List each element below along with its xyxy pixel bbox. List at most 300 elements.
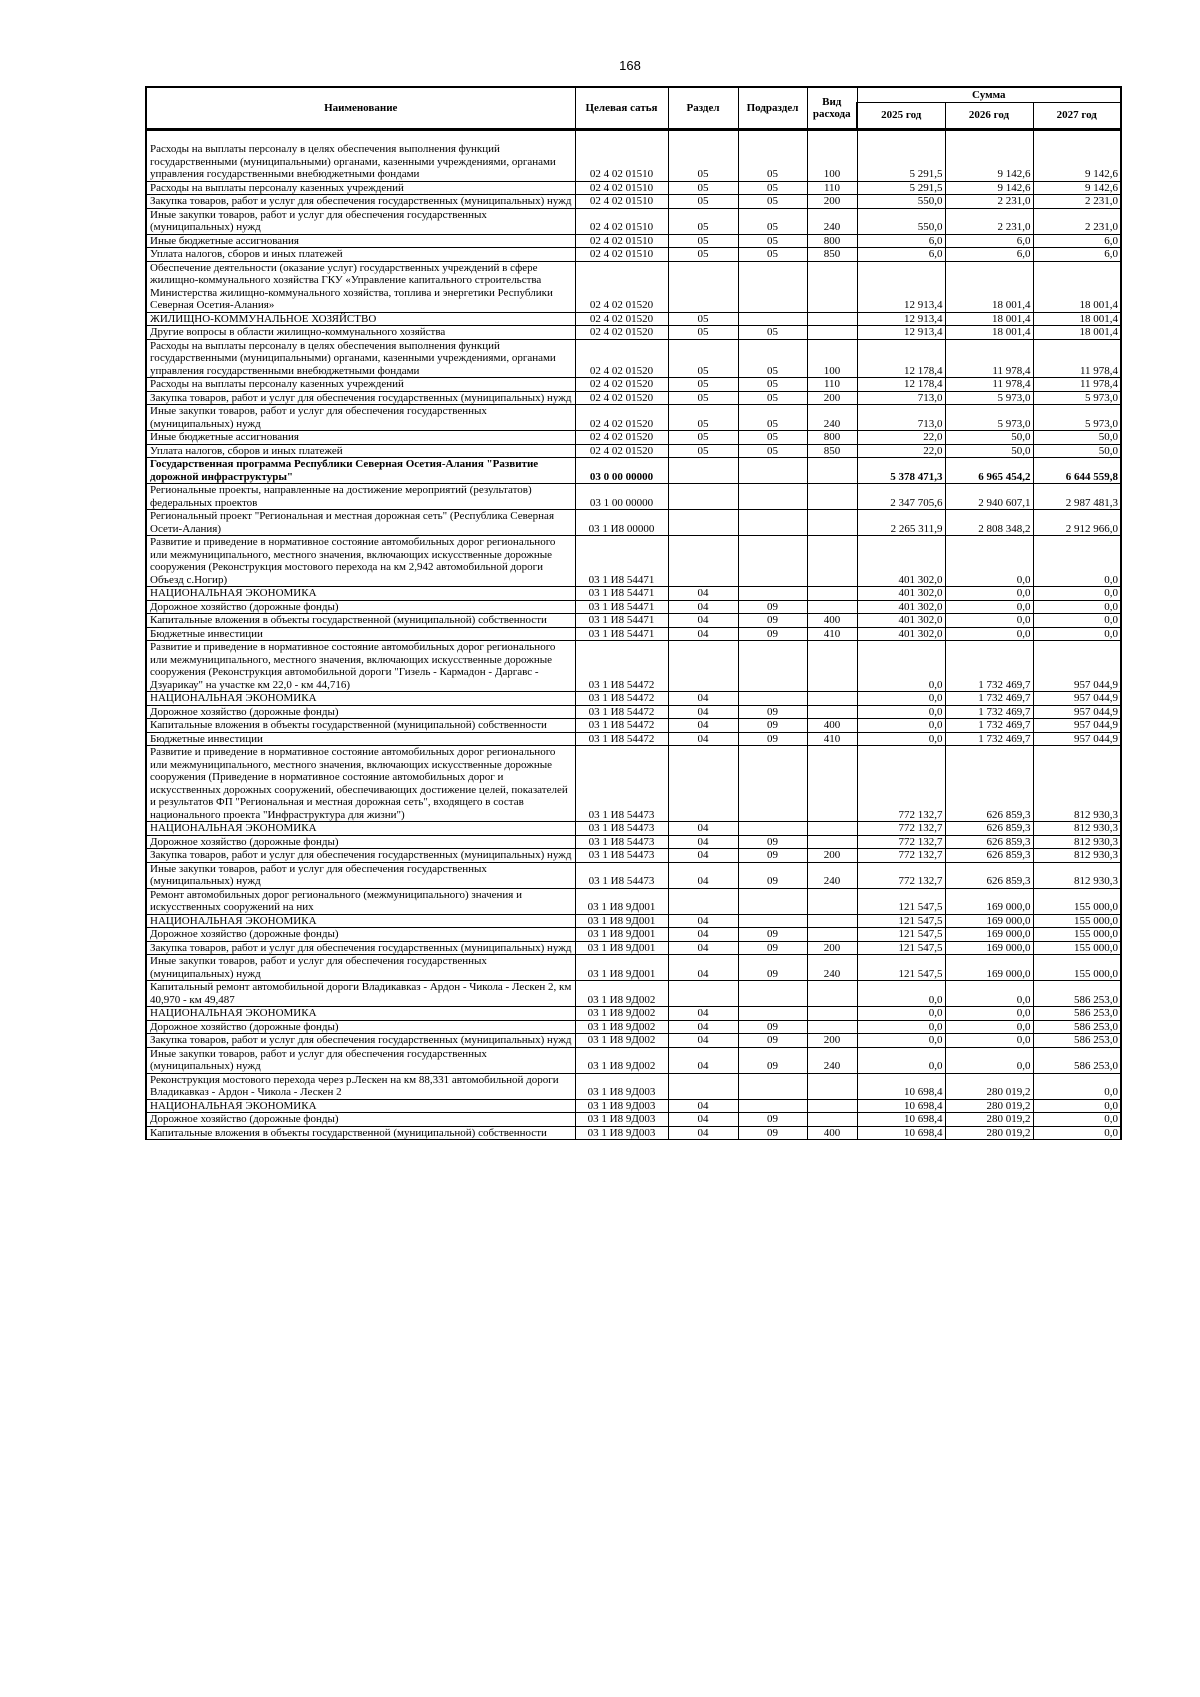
cell-expense-kind [807, 312, 857, 326]
header-name: Наименование [146, 87, 575, 130]
cell-sum-2026: 11 978,4 [945, 378, 1033, 392]
cell-target-code: 02 4 02 01520 [575, 312, 668, 326]
cell-sum-2025: 12 178,4 [857, 339, 945, 378]
cell-sum-2025: 0,0 [857, 732, 945, 746]
cell-sum-2025: 401 302,0 [857, 627, 945, 641]
table-row [146, 208, 1121, 234]
cell-section [668, 458, 738, 484]
table-row [146, 1047, 1121, 1073]
cell-target-code: 02 4 02 01520 [575, 378, 668, 392]
cell-target-code: 02 4 02 01520 [575, 405, 668, 431]
cell-section [668, 641, 738, 692]
cell-expense-kind: 200 [807, 391, 857, 405]
cell-expense-kind: 200 [807, 1034, 857, 1048]
cell-section [668, 1073, 738, 1099]
cell-sum-2026: 169 000,0 [945, 888, 1033, 914]
cell-expense-kind [807, 835, 857, 849]
table-header [146, 87, 1121, 130]
cell-expense-kind: 850 [807, 444, 857, 458]
cell-subsection [738, 312, 807, 326]
cell-expense-kind [807, 641, 857, 692]
cell-subsection: 09 [738, 835, 807, 849]
cell-sum-2025: 0,0 [857, 1020, 945, 1034]
cell-sum-2027: 5 973,0 [1033, 391, 1121, 405]
table-row [146, 195, 1121, 209]
cell-subsection [738, 692, 807, 706]
cell-section: 04 [668, 1113, 738, 1127]
cell-sum-2027: 155 000,0 [1033, 888, 1121, 914]
table-row [146, 746, 1121, 822]
cell-subsection [738, 981, 807, 1007]
cell-sum-2025: 0,0 [857, 981, 945, 1007]
cell-expense-kind: 410 [807, 732, 857, 746]
cell-section: 05 [668, 391, 738, 405]
cell-subsection: 09 [738, 1047, 807, 1073]
cell-sum-2026: 2 940 607,1 [945, 484, 1033, 510]
cell-name: Бюджетные инвестиции [146, 627, 575, 641]
cell-section: 05 [668, 234, 738, 248]
table-row [146, 444, 1121, 458]
cell-sum-2026: 280 019,2 [945, 1099, 1033, 1113]
table-row [146, 234, 1121, 248]
cell-expense-kind [807, 705, 857, 719]
cell-expense-kind [807, 1113, 857, 1127]
cell-sum-2027: 9 142,6 [1033, 181, 1121, 195]
cell-expense-kind: 240 [807, 955, 857, 981]
cell-target-code: 03 1 И8 54473 [575, 849, 668, 863]
cell-expense-kind: 200 [807, 195, 857, 209]
cell-name: НАЦИОНАЛЬНАЯ ЭКОНОМИКА [146, 822, 575, 836]
cell-section: 05 [668, 312, 738, 326]
cell-section: 05 [668, 181, 738, 195]
page-number: 168 [619, 58, 641, 73]
cell-section: 05 [668, 326, 738, 340]
cell-subsection [738, 458, 807, 484]
cell-expense-kind: 240 [807, 862, 857, 888]
table-row [146, 458, 1121, 484]
header-year-2025: 2025 год [857, 103, 945, 130]
cell-name: Закупка товаров, работ и услуг для обеспечения государственных (муниципальных) нужд [146, 849, 575, 863]
cell-sum-2027: 812 930,3 [1033, 822, 1121, 836]
cell-sum-2026: 9 142,6 [945, 130, 1033, 182]
cell-sum-2027: 0,0 [1033, 614, 1121, 628]
cell-sum-2027: 11 978,4 [1033, 339, 1121, 378]
cell-section [668, 510, 738, 536]
cell-target-code: 03 1 И8 54471 [575, 587, 668, 601]
cell-sum-2027: 0,0 [1033, 1099, 1121, 1113]
cell-sum-2027: 812 930,3 [1033, 835, 1121, 849]
cell-sum-2025: 12 913,4 [857, 326, 945, 340]
cell-sum-2027: 18 001,4 [1033, 326, 1121, 340]
cell-sum-2025: 6,0 [857, 234, 945, 248]
cell-target-code: 03 1 И8 9Д002 [575, 1007, 668, 1021]
cell-expense-kind: 110 [807, 181, 857, 195]
cell-sum-2027: 2 987 481,3 [1033, 484, 1121, 510]
cell-name: Обеспечение деятельности (оказание услуг) государственных учреждений в сфере жилищно-коммунального хозяйства ГКУ «Управление капитального строительства Министерства жилищно-коммунального хозяйства, топлива и энергетики Республики Северная Осетия-Алания» [146, 261, 575, 312]
cell-sum-2027: 155 000,0 [1033, 914, 1121, 928]
cell-subsection: 09 [738, 1113, 807, 1127]
cell-sum-2027: 18 001,4 [1033, 261, 1121, 312]
cell-sum-2025: 5 291,5 [857, 181, 945, 195]
cell-name: НАЦИОНАЛЬНАЯ ЭКОНОМИКА [146, 692, 575, 706]
table-row [146, 849, 1121, 863]
cell-section: 04 [668, 822, 738, 836]
table-row [146, 888, 1121, 914]
cell-expense-kind [807, 822, 857, 836]
cell-sum-2027: 0,0 [1033, 1126, 1121, 1140]
cell-name: Иные закупки товаров, работ и услуг для обеспечения государственных (муниципальных) нужд [146, 208, 575, 234]
cell-expense-kind: 100 [807, 130, 857, 182]
cell-expense-kind: 400 [807, 1126, 857, 1140]
cell-name: Уплата налогов, сборов и иных платежей [146, 248, 575, 262]
table-row [146, 719, 1121, 733]
cell-target-code: 02 4 02 01510 [575, 248, 668, 262]
cell-sum-2025: 121 547,5 [857, 941, 945, 955]
cell-sum-2025: 2 347 705,6 [857, 484, 945, 510]
cell-sum-2025: 121 547,5 [857, 888, 945, 914]
cell-subsection [738, 1073, 807, 1099]
cell-expense-kind [807, 458, 857, 484]
cell-subsection: 05 [738, 326, 807, 340]
cell-sum-2026: 626 859,3 [945, 746, 1033, 822]
cell-subsection: 09 [738, 1034, 807, 1048]
cell-name: Иные закупки товаров, работ и услуг для обеспечения государственных (муниципальных) нужд [146, 1047, 575, 1073]
cell-target-code: 02 4 02 01520 [575, 339, 668, 378]
cell-target-code: 02 4 02 01510 [575, 181, 668, 195]
cell-section: 04 [668, 1007, 738, 1021]
cell-section: 04 [668, 1099, 738, 1113]
cell-sum-2027: 5 973,0 [1033, 405, 1121, 431]
cell-expense-kind: 240 [807, 405, 857, 431]
cell-section: 04 [668, 835, 738, 849]
cell-expense-kind [807, 692, 857, 706]
cell-target-code: 02 4 02 01510 [575, 195, 668, 209]
cell-sum-2027: 0,0 [1033, 1073, 1121, 1099]
cell-subsection: 09 [738, 928, 807, 942]
cell-subsection: 05 [738, 181, 807, 195]
cell-section: 04 [668, 1020, 738, 1034]
cell-sum-2026: 6 965 454,2 [945, 458, 1033, 484]
cell-subsection [738, 484, 807, 510]
cell-subsection [738, 587, 807, 601]
table-row [146, 181, 1121, 195]
cell-subsection: 09 [738, 705, 807, 719]
cell-expense-kind: 240 [807, 208, 857, 234]
cell-target-code: 03 1 И8 54472 [575, 732, 668, 746]
cell-section: 04 [668, 600, 738, 614]
cell-sum-2026: 1 732 469,7 [945, 692, 1033, 706]
table-row [146, 326, 1121, 340]
table-row [146, 862, 1121, 888]
cell-expense-kind: 800 [807, 234, 857, 248]
cell-sum-2027: 957 044,9 [1033, 705, 1121, 719]
cell-section: 04 [668, 941, 738, 955]
cell-name: Капитальные вложения в объекты государственной (муниципальной) собственности [146, 1126, 575, 1140]
cell-expense-kind: 200 [807, 941, 857, 955]
table-row [146, 914, 1121, 928]
table-row [146, 641, 1121, 692]
cell-expense-kind [807, 981, 857, 1007]
cell-name: Иные закупки товаров, работ и услуг для обеспечения государственных (муниципальных) нужд [146, 955, 575, 981]
cell-target-code: 02 4 02 01520 [575, 444, 668, 458]
cell-sum-2025: 0,0 [857, 692, 945, 706]
cell-sum-2026: 0,0 [945, 614, 1033, 628]
cell-subsection [738, 1007, 807, 1021]
cell-name: Капитальный ремонт автомобильной дороги Владикавказ - Ардон - Чикола - Лескен 2, км 40,970 - км 49,487 [146, 981, 575, 1007]
cell-name: Реконструкция мостового перехода через р.Лескен на км 88,331 автомобильной дороги Владикавказ - Ардон - Чикола - Лескен 2 [146, 1073, 575, 1099]
table-row [146, 692, 1121, 706]
cell-sum-2026: 5 973,0 [945, 391, 1033, 405]
cell-subsection: 09 [738, 941, 807, 955]
cell-sum-2026: 6,0 [945, 248, 1033, 262]
cell-name: Дорожное хозяйство (дорожные фонды) [146, 1113, 575, 1127]
cell-sum-2025: 0,0 [857, 1047, 945, 1073]
cell-sum-2025: 6,0 [857, 248, 945, 262]
cell-sum-2025: 772 132,7 [857, 835, 945, 849]
cell-expense-kind: 200 [807, 849, 857, 863]
cell-name: Капитальные вложения в объекты государственной (муниципальной) собственности [146, 614, 575, 628]
cell-expense-kind [807, 600, 857, 614]
table-row [146, 981, 1121, 1007]
cell-sum-2027: 812 930,3 [1033, 849, 1121, 863]
cell-sum-2025: 401 302,0 [857, 600, 945, 614]
cell-sum-2025: 772 132,7 [857, 822, 945, 836]
cell-name: Дорожное хозяйство (дорожные фонды) [146, 1020, 575, 1034]
cell-target-code: 03 1 И8 54472 [575, 705, 668, 719]
cell-expense-kind [807, 1020, 857, 1034]
cell-name: Расходы на выплаты персоналу казенных учреждений [146, 181, 575, 195]
table-row [146, 705, 1121, 719]
cell-sum-2026: 626 859,3 [945, 849, 1033, 863]
cell-name: Иные закупки товаров, работ и услуг для обеспечения государственных (муниципальных) нужд [146, 862, 575, 888]
cell-name: Дорожное хозяйство (дорожные фонды) [146, 705, 575, 719]
cell-sum-2026: 1 732 469,7 [945, 641, 1033, 692]
cell-name: НАЦИОНАЛЬНАЯ ЭКОНОМИКА [146, 1007, 575, 1021]
cell-sum-2026: 280 019,2 [945, 1126, 1033, 1140]
cell-subsection [738, 641, 807, 692]
cell-subsection: 09 [738, 1126, 807, 1140]
cell-sum-2025: 10 698,4 [857, 1126, 945, 1140]
header-expense-kind: Вид расхода [807, 87, 857, 130]
cell-section [668, 746, 738, 822]
cell-section: 05 [668, 339, 738, 378]
cell-sum-2026: 626 859,3 [945, 822, 1033, 836]
cell-name: Закупка товаров, работ и услуг для обеспечения государственных (муниципальных) нужд [146, 1034, 575, 1048]
table-row [146, 1113, 1121, 1127]
header-year-2027: 2027 год [1033, 103, 1121, 130]
cell-expense-kind [807, 326, 857, 340]
cell-subsection [738, 536, 807, 587]
cell-sum-2027: 586 253,0 [1033, 1047, 1121, 1073]
header-sum: Сумма [857, 87, 1121, 103]
cell-name: Закупка товаров, работ и услуг для обеспечения государственных (муниципальных) нужд [146, 195, 575, 209]
cell-subsection: 05 [738, 130, 807, 182]
cell-section: 04 [668, 955, 738, 981]
cell-section: 04 [668, 1126, 738, 1140]
cell-sum-2025: 401 302,0 [857, 536, 945, 587]
cell-sum-2025: 12 913,4 [857, 261, 945, 312]
cell-name: Закупка товаров, работ и услуг для обеспечения государственных (муниципальных) нужд [146, 391, 575, 405]
cell-target-code: 03 0 00 00000 [575, 458, 668, 484]
cell-sum-2025: 5 378 471,3 [857, 458, 945, 484]
cell-name: НАЦИОНАЛЬНАЯ ЭКОНОМИКА [146, 914, 575, 928]
cell-sum-2027: 957 044,9 [1033, 641, 1121, 692]
cell-sum-2027: 586 253,0 [1033, 981, 1121, 1007]
cell-sum-2025: 10 698,4 [857, 1113, 945, 1127]
cell-sum-2027: 812 930,3 [1033, 862, 1121, 888]
cell-name: Развитие и приведение в нормативное состояние автомобильных дорог регионального или межмуниципального, местного значения, включающих искусственные дорожные сооружения (Приведение в нормативное состояние автомобильных дорог и искусственных дорожных сооружений, обеспечивающих достижение целей, показателей и результатов ФП "Региональная и местная дорожная сеть", входящего в состав национального проекта "Инфраструктура для жизни") [146, 746, 575, 822]
cell-sum-2025: 550,0 [857, 195, 945, 209]
cell-section: 04 [668, 732, 738, 746]
cell-expense-kind [807, 1073, 857, 1099]
cell-target-code: 03 1 И8 9Д002 [575, 1047, 668, 1073]
cell-section: 04 [668, 862, 738, 888]
cell-subsection: 05 [738, 234, 807, 248]
cell-sum-2027: 0,0 [1033, 587, 1121, 601]
cell-subsection: 09 [738, 719, 807, 733]
cell-subsection [738, 746, 807, 822]
cell-target-code: 02 4 02 01510 [575, 234, 668, 248]
cell-section: 05 [668, 444, 738, 458]
table-row [146, 732, 1121, 746]
header-year-2026: 2026 год [945, 103, 1033, 130]
cell-name: Иные бюджетные ассигнования [146, 431, 575, 445]
cell-name: НАЦИОНАЛЬНАЯ ЭКОНОМИКА [146, 587, 575, 601]
cell-expense-kind [807, 484, 857, 510]
table-row [146, 614, 1121, 628]
cell-expense-kind: 850 [807, 248, 857, 262]
cell-subsection: 05 [738, 339, 807, 378]
cell-section: 04 [668, 849, 738, 863]
cell-name: Иные закупки товаров, работ и услуг для обеспечения государственных (муниципальных) нужд [146, 405, 575, 431]
cell-sum-2026: 0,0 [945, 981, 1033, 1007]
cell-sum-2026: 0,0 [945, 600, 1033, 614]
cell-section: 04 [668, 705, 738, 719]
cell-target-code: 03 1 И8 54471 [575, 614, 668, 628]
cell-sum-2025: 10 698,4 [857, 1099, 945, 1113]
cell-sum-2026: 280 019,2 [945, 1113, 1033, 1127]
table-row [146, 536, 1121, 587]
table-body [146, 130, 1121, 1140]
cell-sum-2026: 2 231,0 [945, 208, 1033, 234]
table-row [146, 261, 1121, 312]
cell-subsection: 05 [738, 248, 807, 262]
cell-sum-2027: 0,0 [1033, 536, 1121, 587]
cell-sum-2025: 401 302,0 [857, 614, 945, 628]
table-row [146, 627, 1121, 641]
table-row [146, 391, 1121, 405]
cell-subsection: 09 [738, 627, 807, 641]
cell-target-code: 03 1 И8 9Д003 [575, 1113, 668, 1127]
cell-sum-2025: 713,0 [857, 405, 945, 431]
cell-target-code: 03 1 И8 54472 [575, 641, 668, 692]
cell-section: 05 [668, 195, 738, 209]
cell-subsection [738, 888, 807, 914]
table-row [146, 378, 1121, 392]
cell-sum-2027: 155 000,0 [1033, 941, 1121, 955]
cell-subsection: 09 [738, 614, 807, 628]
cell-sum-2025: 772 132,7 [857, 746, 945, 822]
cell-sum-2027: 586 253,0 [1033, 1007, 1121, 1021]
cell-subsection: 09 [738, 600, 807, 614]
table-row [146, 587, 1121, 601]
cell-section: 05 [668, 208, 738, 234]
cell-target-code: 03 1 И8 54473 [575, 835, 668, 849]
cell-subsection [738, 914, 807, 928]
cell-name: НАЦИОНАЛЬНАЯ ЭКОНОМИКА [146, 1099, 575, 1113]
cell-sum-2027: 11 978,4 [1033, 378, 1121, 392]
cell-sum-2025: 121 547,5 [857, 955, 945, 981]
cell-sum-2026: 9 142,6 [945, 181, 1033, 195]
cell-name: Региональные проекты, направленные на достижение мероприятий (результатов) федеральных проектов [146, 484, 575, 510]
cell-sum-2026: 18 001,4 [945, 312, 1033, 326]
cell-subsection: 09 [738, 849, 807, 863]
cell-name: Расходы на выплаты персоналу в целях обеспечения выполнения функций государственными (муниципальными) органами, казенными учреждениями, органами управления государственными внебюджетными фондами [146, 130, 575, 182]
table-row [146, 312, 1121, 326]
cell-sum-2027: 2 231,0 [1033, 195, 1121, 209]
cell-sum-2026: 6,0 [945, 234, 1033, 248]
cell-target-code: 03 1 И8 9Д001 [575, 955, 668, 981]
cell-sum-2025: 121 547,5 [857, 928, 945, 942]
table-row [146, 484, 1121, 510]
cell-section: 04 [668, 719, 738, 733]
cell-section [668, 536, 738, 587]
cell-sum-2026: 169 000,0 [945, 914, 1033, 928]
cell-expense-kind [807, 914, 857, 928]
header-section: Раздел [668, 87, 738, 130]
cell-sum-2027: 6,0 [1033, 248, 1121, 262]
cell-section: 05 [668, 378, 738, 392]
cell-sum-2027: 6 644 559,8 [1033, 458, 1121, 484]
cell-sum-2025: 0,0 [857, 1034, 945, 1048]
cell-sum-2026: 169 000,0 [945, 941, 1033, 955]
cell-target-code: 03 1 И8 00000 [575, 510, 668, 536]
cell-sum-2027: 957 044,9 [1033, 732, 1121, 746]
cell-target-code: 03 1 И8 9Д001 [575, 914, 668, 928]
cell-sum-2026: 0,0 [945, 1020, 1033, 1034]
cell-subsection: 05 [738, 405, 807, 431]
cell-section: 04 [668, 928, 738, 942]
table-row [146, 510, 1121, 536]
cell-subsection: 09 [738, 1020, 807, 1034]
cell-subsection: 09 [738, 955, 807, 981]
cell-subsection: 05 [738, 195, 807, 209]
cell-expense-kind [807, 888, 857, 914]
table-row [146, 339, 1121, 378]
budget-table [145, 86, 1122, 1140]
cell-sum-2025: 10 698,4 [857, 1073, 945, 1099]
cell-section: 04 [668, 587, 738, 601]
cell-sum-2026: 280 019,2 [945, 1073, 1033, 1099]
cell-name: Иные бюджетные ассигнования [146, 234, 575, 248]
cell-target-code: 03 1 И8 9Д001 [575, 888, 668, 914]
cell-sum-2025: 772 132,7 [857, 849, 945, 863]
cell-target-code: 03 1 И8 54472 [575, 719, 668, 733]
cell-target-code: 02 4 02 01520 [575, 326, 668, 340]
cell-name: Другие вопросы в области жилищно-коммунального хозяйства [146, 326, 575, 340]
cell-sum-2026: 5 973,0 [945, 405, 1033, 431]
cell-name: Бюджетные инвестиции [146, 732, 575, 746]
cell-section: 04 [668, 692, 738, 706]
cell-sum-2026: 18 001,4 [945, 326, 1033, 340]
cell-name: Государственная программа Республики Северная Осетия-Алания "Развитие дорожной инфраструктуры" [146, 458, 575, 484]
cell-section [668, 888, 738, 914]
cell-sum-2025: 22,0 [857, 444, 945, 458]
table-row [146, 431, 1121, 445]
cell-subsection: 05 [738, 444, 807, 458]
cell-target-code: 03 1 И8 9Д003 [575, 1126, 668, 1140]
cell-target-code: 03 1 И8 9Д003 [575, 1099, 668, 1113]
